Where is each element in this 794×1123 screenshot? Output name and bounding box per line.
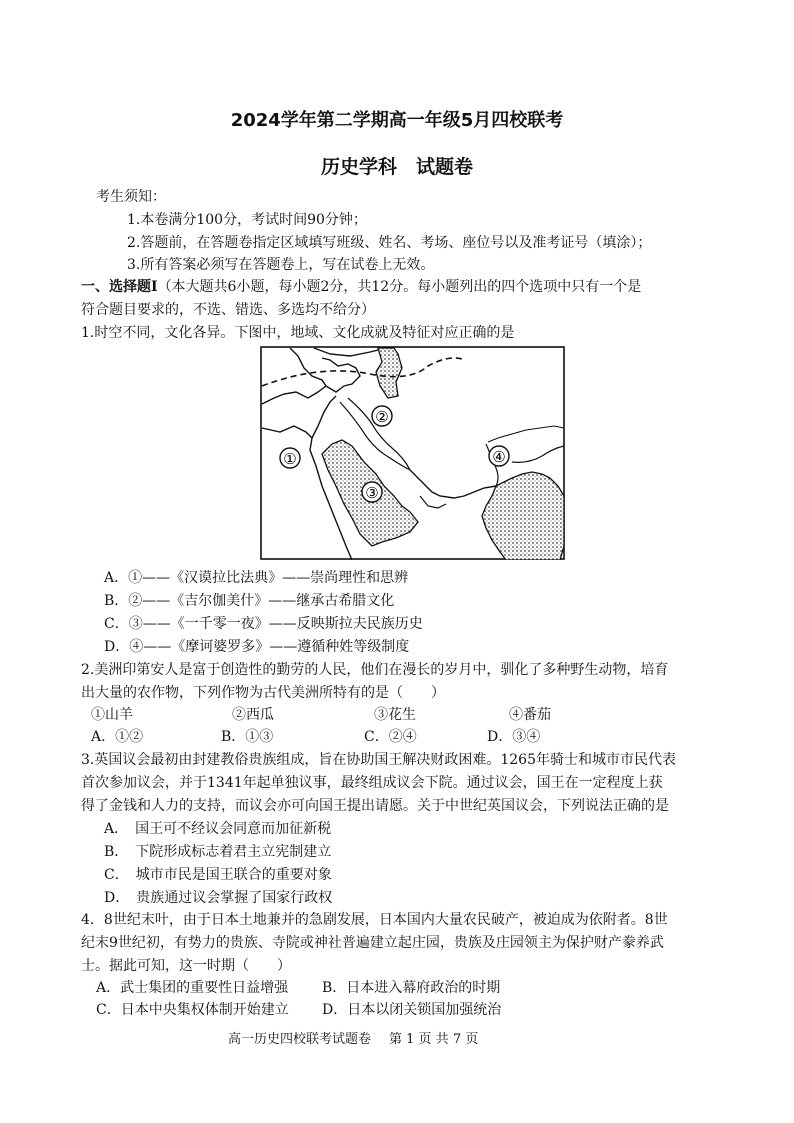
map-label-1-text: ① xyxy=(283,450,297,468)
footer-page: 第 1 页 共 7 页 xyxy=(389,1032,479,1047)
q3-stem-1: 3.英国议会最初由封建教俗贵族组成，旨在协助国王解决财政困难。1265年骑士和城市市民代表 xyxy=(81,752,676,768)
map-label-4 xyxy=(489,446,509,466)
map-label-2 xyxy=(372,406,392,426)
q1-map-figure xyxy=(260,346,565,560)
q3-option-b: B． 下院形成标志着君主立宪制建立 xyxy=(104,844,332,860)
q3-stem-2: 首次参加议会，并于1341年起单独议事，最终组成议会下院。通过议会，国王在一定程度上获 xyxy=(81,775,663,791)
notice-item-1: 1.本卷满分100分，考试时间90分钟； xyxy=(127,212,367,228)
q2-item-4: ④番茄 xyxy=(509,707,551,723)
q3-option-d: D． 贵族通过议会掌握了国家行政权 xyxy=(104,890,333,906)
section-desc-2: 符合题目要求的，不选、错选、多选均不给分） xyxy=(81,302,375,318)
q1-option-a: A．①——《汉谟拉比法典》——崇尚理性和思辨 xyxy=(104,570,409,586)
q2-item-3: ③花生 xyxy=(374,707,416,723)
q4-stem-3: 士。据此可知，这一时期（ ） xyxy=(81,958,291,974)
q4-stem-2: 纪末9世纪初，有势力的贵族、寺院或神社普遍建立起庄园，贵族及庄园领主为保护财产豢养武 xyxy=(81,935,664,951)
q2-item-2: ②西瓜 xyxy=(232,707,274,723)
q1-stem: 1.时空不同，文化各异。下图中，地域、文化成就及特征对应正确的是 xyxy=(81,325,515,341)
q2-option-d: D．③④ xyxy=(487,729,541,745)
notice-heading: 考生须知： xyxy=(96,189,166,205)
section-title: 一、选择题Ⅰ xyxy=(81,279,158,295)
notice-item-3: 3.所有答案必须写在答题卷上，写在试卷上无效。 xyxy=(127,257,435,273)
page-subtitle: 历史学科 试题卷 xyxy=(320,156,473,178)
q4-option-c: C．日本中央集权体制开始建立 xyxy=(96,1002,289,1018)
map-label-1 xyxy=(280,448,300,468)
q4-option-d: D．日本以闭关锁国加强统治 xyxy=(322,1002,502,1018)
q1-option-d: D．④——《摩诃婆罗多》——遵循种姓等级制度 xyxy=(104,639,410,655)
q3-stem-3: 得了金钱和人力的支持，而议会亦可向国王提出请愿。关于中世纪英国议会，下列说法正确的是 xyxy=(81,798,669,814)
map-label-3 xyxy=(362,482,382,502)
map-label-3-text: ③ xyxy=(365,484,379,502)
q2-item-1: ①山羊 xyxy=(91,707,133,723)
q4-option-b: B．日本进入幕府政治的时期 xyxy=(322,980,501,996)
footer xyxy=(228,1028,478,1047)
footer-text: 高一历史四校联考试题卷 xyxy=(228,1032,372,1047)
q2-option-c: C．②④ xyxy=(364,729,417,745)
q2-stem-2: 出大量的农作物，下列作物为古代美洲所特有的是（ ） xyxy=(81,685,445,701)
notice-item-2: 2.答题前，在答题卷指定区域填写班级、姓名、考场、座位号以及准考证号（填涂）； xyxy=(127,235,652,251)
section-heading xyxy=(81,276,641,298)
map-label-4-text: ④ xyxy=(492,448,506,466)
q3-option-c: C． 城市市民是国王联合的重要对象 xyxy=(104,867,332,883)
page-title: 2024学年第二学期高一年级5月四校联考 xyxy=(230,110,564,131)
q1-option-b: B．②——《吉尔伽美什》——继承古希腊文化 xyxy=(104,593,395,609)
q2-option-b: B．①③ xyxy=(221,729,274,745)
q4-option-a: A．武士集团的重要性日益增强 xyxy=(96,980,289,996)
map-label-2-text: ② xyxy=(375,408,389,426)
q2-option-a: A．①② xyxy=(91,729,144,745)
q2-stem-1: 2.美洲印第安人是富于创造性的勤劳的人民，他们在漫长的岁月中，驯化了多种野生动物，培育 xyxy=(81,662,669,678)
q3-option-a: A． 国王可不经议会同意而加征新税 xyxy=(104,821,332,837)
section-desc-1: （本大题共6小题，每小题2分，共12分。每小题列出的四个选项中只有一个是 xyxy=(157,279,642,295)
q4-stem-1: 4．8世纪末叶，由于日本土地兼并的急剧发展，日本国内大量农民破产，被迫成为依附者。8世 xyxy=(81,912,668,928)
q1-option-c: C．③——《一千零一夜》——反映斯拉夫民族历史 xyxy=(104,616,423,632)
